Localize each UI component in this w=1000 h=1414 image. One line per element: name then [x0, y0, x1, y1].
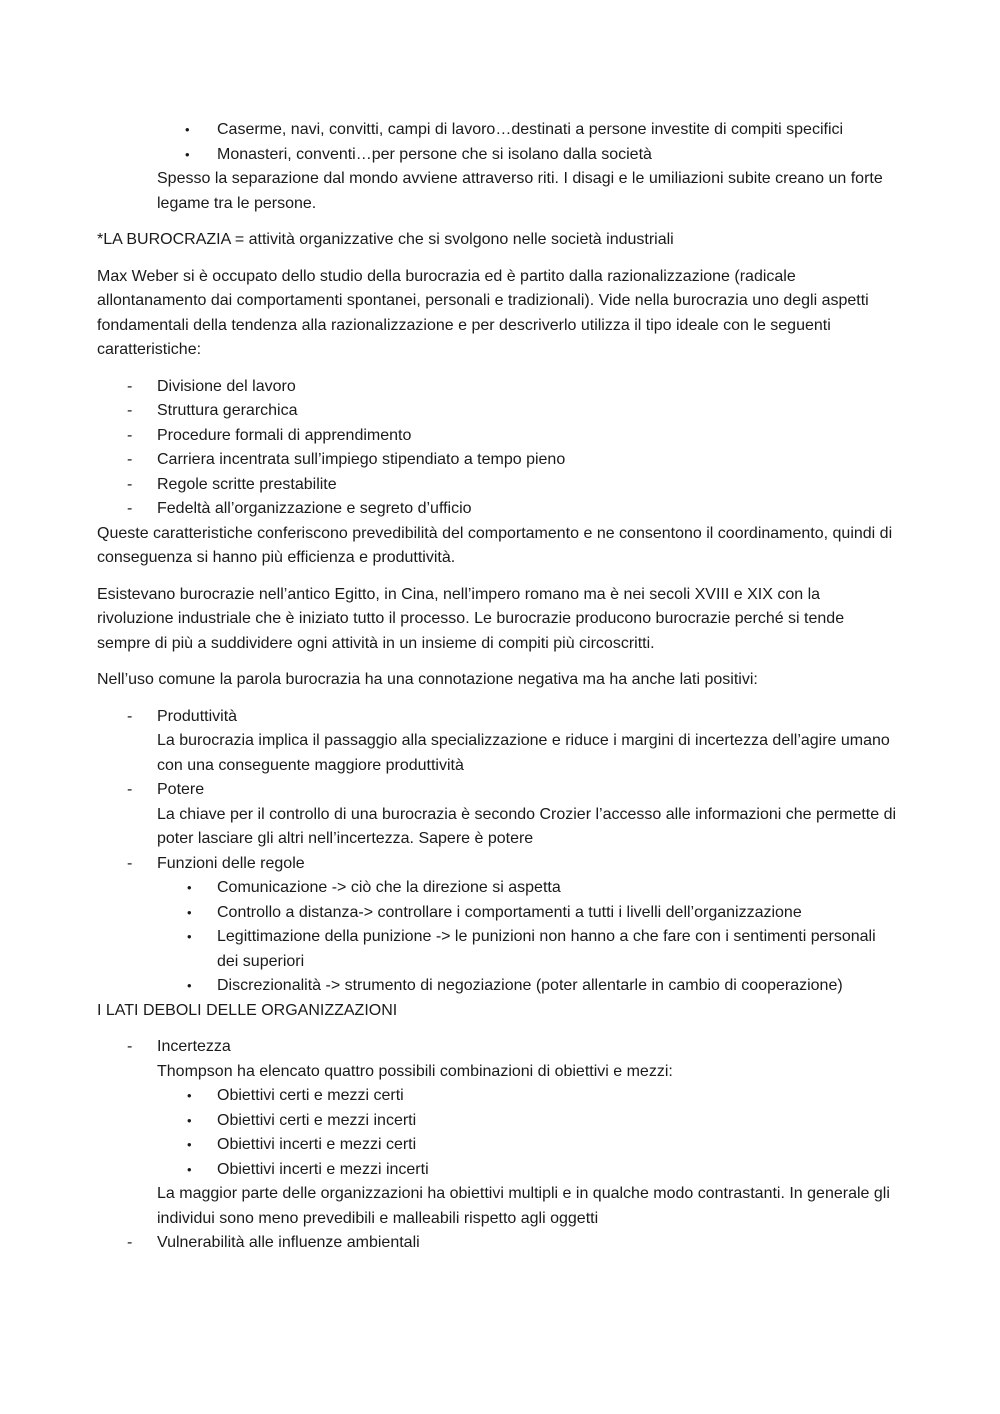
bullet-icon: •	[187, 1112, 192, 1128]
list-item-title: Potere	[157, 781, 205, 798]
dash-icon: -	[127, 1234, 133, 1251]
common-use-paragraph: Nell’uso comune la parola burocrazia ha una connotazione negativa ma ha anche lati positivi:	[97, 671, 758, 688]
bullet-icon: •	[187, 1161, 192, 1177]
institution-bullet-list	[97, 118, 897, 167]
list-item	[157, 876, 897, 901]
positives-list	[97, 705, 897, 999]
dash-icon: -	[127, 402, 133, 419]
list-item-text: Divisione del lavoro	[157, 377, 296, 395]
list-item	[97, 705, 897, 779]
bullet-icon: •	[187, 929, 192, 944]
list-item-text: Carriera incentrata sull’impiego stipendiato a tempo pieno	[157, 451, 566, 468]
list-item	[157, 901, 897, 926]
list-item-text: Obiettivi incerti e mezzi incerti	[217, 1160, 429, 1178]
list-item-text: Obiettivi certi e mezzi certi	[217, 1087, 404, 1104]
list-item-text: Monasteri, conventi…per persone che si isolano dalla società	[217, 145, 652, 163]
list-item-text: Legittimazione della punizione -> le punizioni non hanno a che fare con i sentimenti personali dei superiori	[217, 928, 876, 970]
list-item	[97, 118, 897, 143]
list-item	[157, 1133, 897, 1158]
weber-paragraph: Max Weber si è occupato dello studio della burocrazia ed è partito dalla razionalizzazione (radicale allontanamento dai comportamenti spontanei, personali e tradizionali). Vide nella burocrazia uno degli aspetti fondamentali della tendenza alla razionalizzazione e per descriverlo utilizza il tipo ideale con le seguenti caratteristiche:	[97, 267, 869, 358]
dash-icon: -	[127, 1038, 133, 1055]
bullet-icon: •	[187, 880, 192, 895]
predictability-paragraph: Queste caratteristiche conferiscono prevedibilità del comportamento e ne consentono il coordinamento, quindi di conseguenza si hanno più efficienza e produttività.	[97, 524, 893, 566]
bullet-icon: •	[187, 978, 192, 993]
list-item	[157, 974, 897, 999]
document-body	[97, 118, 897, 1256]
list-item	[157, 1084, 897, 1109]
list-item-text: Struttura gerarchica	[157, 402, 298, 419]
bullet-icon: •	[185, 122, 190, 137]
list-item	[97, 1231, 897, 1256]
list-item-text: La chiave per il controllo di una burocrazia è secondo Crozier l’accesso alle informazioni che permette di poter lasciare gli altri nell’incertezza. Sapere è potere	[157, 805, 897, 847]
list-item-text: Caserme, navi, convitti, campi di lavoro…destinati a persone investite di compiti specifici	[217, 121, 844, 138]
list-item	[97, 448, 897, 473]
dash-icon: -	[127, 475, 133, 493]
rules-bullet-list	[157, 876, 897, 999]
list-item-text: Obiettivi incerti e mezzi certi	[217, 1136, 417, 1153]
list-item	[97, 399, 897, 424]
dash-icon: -	[127, 781, 133, 798]
characteristics-list	[97, 375, 897, 522]
list-item	[97, 1035, 897, 1231]
list-item-text: Fedeltà all’organizzazione e segreto d’ufficio	[157, 500, 472, 517]
dash-icon: -	[127, 426, 133, 444]
list-item-title: Incertezza	[157, 1038, 231, 1055]
burocrazia-heading: *LA BUROCRAZIA = attività organizzative che si svolgono nelle società industriali	[97, 231, 674, 248]
history-paragraph: Esistevano burocrazie nell’antico Egitto, in Cina, nell’impero romano ma è nei secoli XVIII e XIX con la rivoluzione industriale che è iniziato tutto il processo. Le burocrazie producono burocrazie perché si tende sempre di più a suddividere ogni attività in un insieme di compiti più circoscritti.	[97, 585, 845, 652]
list-item	[97, 852, 897, 999]
list-item-text: Controllo a distanza-> controllare i comportamenti a tutti i livelli dell’organizzazione	[217, 903, 802, 921]
dash-icon: -	[127, 377, 133, 395]
weak-points-list	[97, 1035, 897, 1256]
list-item	[97, 424, 897, 449]
list-item	[157, 1158, 897, 1183]
dash-icon: -	[127, 854, 133, 872]
list-item	[97, 473, 897, 498]
list-item-title: Funzioni delle regole	[157, 854, 305, 872]
list-item-text: Regole scritte prestabilite	[157, 475, 337, 493]
list-item	[97, 778, 897, 852]
dash-icon: -	[127, 500, 133, 517]
bullet-icon: •	[185, 146, 190, 162]
list-item-text: La maggior parte delle organizzazioni ha obiettivi multipli e in qualche modo contrastanti. In generale gli individui sono meno prevedibili e malleabili rispetto agli oggetti	[157, 1185, 890, 1227]
list-item-text: Procedure formali di apprendimento	[157, 426, 412, 444]
list-item-text: Discrezionalità -> strumento di negoziazione (poter allentarle in cambio di cooperazione)	[217, 977, 843, 994]
list-item	[97, 143, 897, 168]
list-item	[157, 1109, 897, 1134]
list-item	[97, 497, 897, 522]
separation-paragraph: Spesso la separazione dal mondo avviene attraverso riti. I disagi e le umiliazioni subite creano un forte legame tra le persone.	[157, 170, 883, 212]
list-item	[97, 375, 897, 400]
list-item	[157, 925, 897, 974]
list-item-text: La burocrazia implica il passaggio alla specializzazione e riduce i margini di incertezza dell’agire umano con una conseguente maggiore produttività	[157, 732, 890, 774]
list-item-text: Obiettivi certi e mezzi incerti	[217, 1111, 417, 1129]
dash-icon: -	[127, 707, 133, 725]
list-item-text: Thompson ha elencato quattro possibili combinazioni di obiettivi e mezzi:	[157, 1062, 673, 1080]
bullet-icon: •	[187, 904, 192, 920]
list-item-text: Comunicazione -> ciò che la direzione si aspetta	[217, 879, 561, 896]
combinations-bullet-list	[157, 1084, 897, 1182]
list-item-title: Vulnerabilità alle influenze ambientali	[157, 1234, 420, 1251]
list-item-title: Produttività	[157, 707, 238, 725]
weak-points-heading: I LATI DEBOLI DELLE ORGANIZZAZIONI	[97, 1001, 398, 1019]
bullet-icon: •	[187, 1088, 192, 1103]
bullet-icon: •	[187, 1137, 192, 1152]
dash-icon: -	[127, 451, 133, 468]
